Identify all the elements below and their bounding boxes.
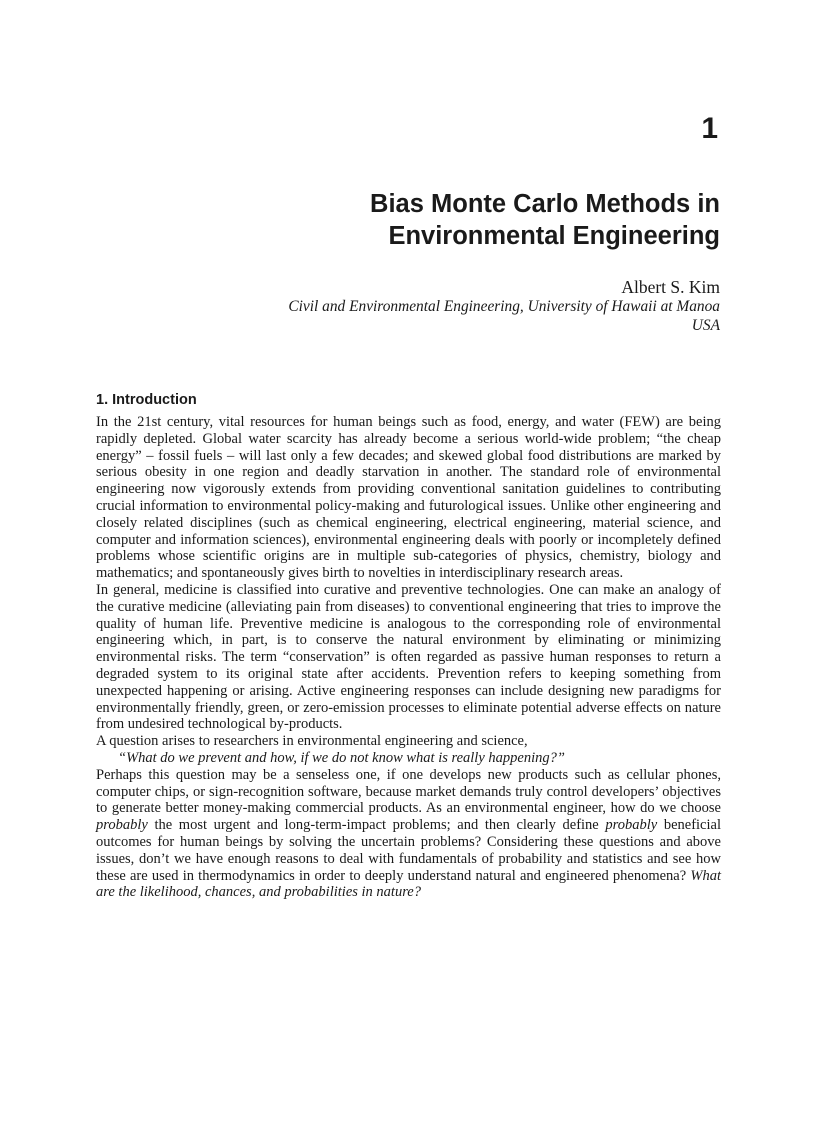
author-affiliation-block	[288, 297, 720, 335]
paragraph-4-text-b: the most urgent and long-term-impact problems; and then clearly define	[147, 817, 606, 834]
paragraph-4-emphasis-3: What are the likelihood, chances, and probabilities in nature?	[96, 867, 721, 901]
paragraph-1: In the 21st century, vital resources for human beings such as food, energy, and water (FEW) are being rapidly depleted. Global water scarcity has already become a serious world-wide problem; “the cheap energy” – fossil fuels – will last only a few decades; and skewed global food distributions are marked by serious obesity in one region and deadly starvation in another. The standard role of environmental engineering now vigorously extends from providing conventional sanitation guidelines to contributing crucial information to environmental policy-making and futurological issues. Unlike other engineering and closely related disciplines (such as chemical engineering, electrical engineering, material science, and computer and information sciences), environmental engineering deals with poorly or incompletely defined problems whose scientific origins are in multiple sub-categories of physics, chemistry, biology and mathematics; and spontaneously gives birth to novelties in interdisciplinary research areas.	[96, 414, 721, 582]
paragraph-4-emphasis-1: probably	[96, 817, 148, 834]
section-heading: 1. Introduction	[96, 392, 197, 408]
chapter-title-line-1: Bias Monte Carlo Methods in	[370, 190, 720, 218]
paragraph-4-text-a: Perhaps this question may be a senseless one, if one develops new products such as cellular phones, computer chips, or sign-recognition software, because market demands truly control developers’ objectives to generate better money-making commercial products. As an environmental engineer, how do we choose	[96, 766, 721, 817]
chapter-title-line-2: Environmental Engineering	[388, 222, 720, 250]
paragraph-4-emphasis-2: probably	[605, 817, 658, 834]
author-affiliation: Civil and Environmental Engineering, University of Hawaii at Manoa	[288, 298, 720, 315]
author-name: Albert S. Kim	[621, 277, 720, 297]
chapter-title	[370, 188, 720, 252]
chapter-number: 1	[701, 112, 718, 145]
paragraph-4	[96, 767, 721, 901]
body-text	[96, 414, 721, 901]
paragraph-2: In general, medicine is classified into curative and preventive technologies. One can make an analogy of the curative medicine (alleviating pain from diseases) to conventional engineering that tries to improve the quality of human life. Preventive medicine is analogous to the corresponding role of environmental engineering which, in part, is to conserve the natural environment by eliminating or minimizing environmental risks. The term “conservation” is often regarded as passive human responses to return a degraded system to its original state after accidents. Prevention refers to keeping something from unexpected happening or arising. Active engineering responses can include designing new paradigms for environmentally friendly, green, or zero-emission processes to eliminate potential adverse effects on nature from undesired technological by-products.	[96, 581, 721, 733]
block-quote: “What do we prevent and how, if we do not know what is really happening?”	[118, 749, 565, 766]
paragraph-4-text-c: beneficial outcomes for human beings by solving the uncertain problems? Considering these questions and above issues, don’t we have enough reasons to deal with fundamentals of probability and statistics and see how these are used in thermodynamics in order to deeply understand natural and engineered phenomena?	[96, 817, 721, 884]
author-country: USA	[691, 317, 720, 334]
paragraph-3: A question arises to researchers in environmental engineering and science,	[96, 733, 528, 750]
